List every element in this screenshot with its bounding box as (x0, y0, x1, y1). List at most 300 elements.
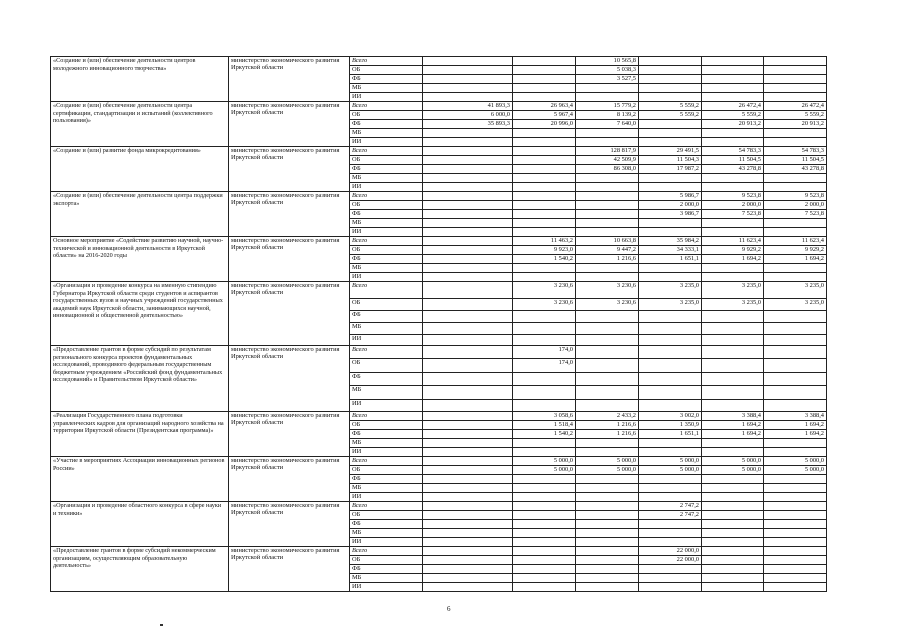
amount-cell (576, 400, 639, 412)
amount-cell: 5 000,0 (702, 457, 764, 466)
funding-source: ОБ (350, 299, 423, 311)
amount-cell (423, 237, 513, 246)
amount-cell (702, 493, 764, 502)
amount-cell: 5 559,2 (764, 111, 827, 120)
amount-cell: 17 987,2 (639, 165, 702, 174)
budget-table (50, 56, 827, 592)
funding-source: Всего (350, 346, 423, 359)
amount-cell (423, 502, 513, 511)
amount-cell (513, 84, 576, 93)
funding-source: ОБ (350, 156, 423, 165)
responsible-executor: министерство экономического развития Иркутской области (229, 346, 350, 412)
amount-cell (423, 400, 513, 412)
amount-cell: 15 779,2 (576, 102, 639, 111)
amount-cell (513, 323, 576, 335)
amount-cell (702, 565, 764, 574)
funding-source: ФБ (350, 475, 423, 484)
amount-cell (576, 84, 639, 93)
amount-cell (764, 311, 827, 323)
amount-cell: 3 235,0 (764, 282, 827, 299)
funding-source: ИИ (350, 138, 423, 147)
funding-source: ИИ (350, 335, 423, 346)
amount-cell (639, 346, 702, 359)
amount-cell: 3 230,6 (513, 282, 576, 299)
page-number: 6 (447, 605, 451, 613)
amount-cell (513, 502, 576, 511)
funding-source: Всего (350, 57, 423, 66)
amount-cell (423, 556, 513, 565)
amount-cell (576, 484, 639, 493)
funding-source: МБ (350, 174, 423, 183)
amount-cell: 11 623,4 (764, 237, 827, 246)
budget-table-body (51, 57, 827, 592)
table-row (51, 282, 827, 299)
funding-source: Всего (350, 457, 423, 466)
table-row (51, 412, 827, 421)
amount-cell (423, 511, 513, 520)
amount-cell: 20 913,2 (764, 120, 827, 129)
measure-name: «Участие в мероприятиях Ассоциации инновационных регионов России» (51, 457, 229, 502)
responsible-executor: министерство экономического развития Иркутской области (229, 192, 350, 237)
amount-cell (639, 565, 702, 574)
amount-cell (576, 93, 639, 102)
amount-cell (702, 373, 764, 386)
funding-source: ОБ (350, 201, 423, 210)
amount-cell: 3 230,6 (513, 299, 576, 311)
amount-cell: 3 002,0 (639, 412, 702, 421)
amount-cell (702, 386, 764, 400)
amount-cell (764, 183, 827, 192)
amount-cell (513, 174, 576, 183)
amount-cell: 1 216,6 (576, 421, 639, 430)
amount-cell (764, 335, 827, 346)
amount-cell (764, 93, 827, 102)
amount-cell (639, 264, 702, 273)
amount-cell (513, 192, 576, 201)
amount-cell (639, 448, 702, 457)
amount-cell (423, 359, 513, 373)
responsible-executor: министерство экономического развития Иркутской области (229, 412, 350, 457)
amount-cell (764, 359, 827, 373)
amount-cell: 5 559,2 (639, 102, 702, 111)
measure-name: «Организация и проведение областного конкурса в сфере науки и техники» (51, 502, 229, 547)
amount-cell (764, 439, 827, 448)
amount-cell (513, 264, 576, 273)
amount-cell: 1 694,2 (702, 421, 764, 430)
amount-cell (423, 574, 513, 583)
amount-cell: 2 000,0 (702, 201, 764, 210)
amount-cell: 2 433,2 (576, 412, 639, 421)
amount-cell (423, 475, 513, 484)
amount-cell (764, 386, 827, 400)
amount-cell (423, 493, 513, 502)
amount-cell (576, 210, 639, 219)
amount-cell: 29 491,5 (639, 147, 702, 156)
amount-cell (702, 511, 764, 520)
amount-cell: 5 986,7 (639, 192, 702, 201)
amount-cell (423, 421, 513, 430)
amount-cell (639, 583, 702, 592)
amount-cell (702, 183, 764, 192)
amount-cell (764, 493, 827, 502)
amount-cell: 3 388,4 (702, 412, 764, 421)
amount-cell: 11 623,4 (702, 237, 764, 246)
table-row (51, 57, 827, 66)
amount-cell (764, 529, 827, 538)
amount-cell (423, 448, 513, 457)
amount-cell: 5 000,0 (513, 457, 576, 466)
table-row (51, 547, 827, 556)
funding-source: Всего (350, 282, 423, 299)
funding-source: ОБ (350, 466, 423, 475)
amount-cell (639, 574, 702, 583)
amount-cell (639, 57, 702, 66)
amount-cell (423, 439, 513, 448)
responsible-executor: министерство экономического развития Иркутской области (229, 57, 350, 102)
amount-cell: 5 000,0 (639, 457, 702, 466)
amount-cell: 11 504,5 (764, 156, 827, 165)
amount-cell (513, 373, 576, 386)
funding-source: ФБ (350, 311, 423, 323)
amount-cell (576, 201, 639, 210)
amount-cell: 54 783,3 (702, 147, 764, 156)
amount-cell (576, 583, 639, 592)
amount-cell: 35 984,2 (639, 237, 702, 246)
funding-source: МБ (350, 386, 423, 400)
amount-cell: 9 929,2 (702, 246, 764, 255)
amount-cell (423, 583, 513, 592)
amount-cell (513, 228, 576, 237)
responsible-executor: министерство экономического развития Иркутской области (229, 547, 350, 592)
amount-cell (576, 511, 639, 520)
measure-name: «Создание и (или) обеспечение деятельности центров молодежного инновационного творчества» (51, 57, 229, 102)
table-row (51, 237, 827, 246)
amount-cell (702, 264, 764, 273)
amount-cell (764, 346, 827, 359)
amount-cell (639, 520, 702, 529)
amount-cell (639, 386, 702, 400)
table-row (51, 502, 827, 511)
amount-cell: 26 963,4 (513, 102, 576, 111)
amount-cell (423, 210, 513, 219)
amount-cell (423, 520, 513, 529)
amount-cell: 7 523,8 (702, 210, 764, 219)
amount-cell (513, 335, 576, 346)
amount-cell: 10 663,8 (576, 237, 639, 246)
amount-cell: 42 509,9 (576, 156, 639, 165)
amount-cell (576, 192, 639, 201)
amount-cell (513, 273, 576, 282)
amount-cell: 3 527,5 (576, 75, 639, 84)
funding-source: ОБ (350, 246, 423, 255)
amount-cell (513, 57, 576, 66)
amount-cell (639, 84, 702, 93)
funding-source: ИИ (350, 93, 423, 102)
funding-source: Всего (350, 412, 423, 421)
amount-cell (423, 228, 513, 237)
responsible-executor: министерство экономического развития Иркутской области (229, 102, 350, 147)
amount-cell (576, 386, 639, 400)
amount-cell: 5 000,0 (702, 466, 764, 475)
amount-cell (423, 174, 513, 183)
funding-source: Всего (350, 147, 423, 156)
amount-cell: 1 540,2 (513, 430, 576, 439)
table-row (51, 346, 827, 359)
amount-cell (764, 538, 827, 547)
amount-cell: 1 694,2 (702, 255, 764, 264)
amount-cell: 1 540,2 (513, 255, 576, 264)
table-row (51, 147, 827, 156)
amount-cell (764, 511, 827, 520)
amount-cell: 3 235,0 (702, 299, 764, 311)
scan-speck (160, 624, 163, 626)
amount-cell (513, 556, 576, 565)
amount-cell (702, 174, 764, 183)
measure-name: «Предоставление грантов в форме субсидий по результатам регионального конкурса проектов фундаментальных исследований, проводимого федеральным государственным бюджетным учреждением «Российский фонд фундаментальных исследований» и Правительством Иркутской области» (51, 346, 229, 412)
amount-cell: 9 929,2 (764, 246, 827, 255)
amount-cell (576, 520, 639, 529)
amount-cell (423, 282, 513, 299)
funding-source: МБ (350, 529, 423, 538)
amount-cell (639, 138, 702, 147)
amount-cell (702, 574, 764, 583)
amount-cell: 174,0 (513, 346, 576, 359)
amount-cell (513, 448, 576, 457)
amount-cell: 22 000,0 (639, 556, 702, 565)
amount-cell (639, 493, 702, 502)
amount-cell: 3 235,0 (639, 299, 702, 311)
amount-cell (423, 201, 513, 210)
amount-cell: 1 694,2 (764, 430, 827, 439)
funding-source: МБ (350, 129, 423, 138)
amount-cell: 8 139,2 (576, 111, 639, 120)
amount-cell (513, 529, 576, 538)
amount-cell: 3 058,6 (513, 412, 576, 421)
responsible-executor: министерство экономического развития Иркутской области (229, 282, 350, 346)
amount-cell (702, 346, 764, 359)
responsible-executor: министерство экономического развития Иркутской области (229, 502, 350, 547)
amount-cell (764, 57, 827, 66)
amount-cell: 1 216,6 (576, 430, 639, 439)
amount-cell (423, 246, 513, 255)
amount-cell (639, 66, 702, 75)
amount-cell: 128 817,9 (576, 147, 639, 156)
amount-cell (423, 57, 513, 66)
amount-cell: 3 235,0 (764, 299, 827, 311)
amount-cell (764, 228, 827, 237)
amount-cell (423, 156, 513, 165)
amount-cell (423, 547, 513, 556)
amount-cell (639, 311, 702, 323)
amount-cell: 5 000,0 (576, 466, 639, 475)
amount-cell (576, 574, 639, 583)
amount-cell: 26 472,4 (702, 102, 764, 111)
amount-cell: 11 504,5 (702, 156, 764, 165)
funding-source: ИИ (350, 538, 423, 547)
amount-cell (764, 323, 827, 335)
responsible-executor: министерство экономического развития Иркутской области (229, 457, 350, 502)
amount-cell: 20 996,0 (513, 120, 576, 129)
amount-cell: 5 967,4 (513, 111, 576, 120)
amount-cell (639, 75, 702, 84)
measure-name: «Реализация Государственного плана подготовки управленческих кадров для организаций народного хозяйства на территории Иркутской области (Президентская программа)» (51, 412, 229, 457)
amount-cell: 1 694,2 (702, 430, 764, 439)
amount-cell (513, 439, 576, 448)
amount-cell (423, 565, 513, 574)
amount-cell (576, 538, 639, 547)
table-row (51, 192, 827, 201)
amount-cell (423, 346, 513, 359)
amount-cell (423, 323, 513, 335)
amount-cell (423, 311, 513, 323)
funding-source: Всего (350, 102, 423, 111)
amount-cell (639, 335, 702, 346)
measure-name: «Создание и (или) развитие фонда микрокредитования» (51, 147, 229, 192)
amount-cell (764, 129, 827, 138)
amount-cell (702, 129, 764, 138)
amount-cell (513, 386, 576, 400)
amount-cell: 2 000,0 (639, 201, 702, 210)
amount-cell (576, 174, 639, 183)
amount-cell (702, 583, 764, 592)
amount-cell (513, 311, 576, 323)
amount-cell (513, 565, 576, 574)
funding-source: МБ (350, 323, 423, 335)
table-row (51, 457, 827, 466)
amount-cell (576, 311, 639, 323)
funding-source: ФБ (350, 165, 423, 174)
amount-cell (576, 323, 639, 335)
amount-cell: 35 893,3 (423, 120, 513, 129)
amount-cell: 11 463,2 (513, 237, 576, 246)
amount-cell (764, 556, 827, 565)
funding-source: МБ (350, 84, 423, 93)
amount-cell (576, 502, 639, 511)
amount-cell (702, 538, 764, 547)
amount-cell: 5 559,2 (639, 111, 702, 120)
amount-cell: 1 651,1 (639, 430, 702, 439)
amount-cell (702, 484, 764, 493)
amount-cell (576, 373, 639, 386)
amount-cell: 26 472,4 (764, 102, 827, 111)
amount-cell (639, 484, 702, 493)
amount-cell (639, 183, 702, 192)
amount-cell: 5 000,0 (513, 466, 576, 475)
amount-cell (513, 511, 576, 520)
amount-cell (513, 183, 576, 192)
amount-cell (513, 583, 576, 592)
amount-cell: 174,0 (513, 359, 576, 373)
amount-cell (576, 565, 639, 574)
amount-cell: 3 230,6 (576, 299, 639, 311)
amount-cell (702, 547, 764, 556)
funding-source: Всего (350, 192, 423, 201)
amount-cell (423, 299, 513, 311)
amount-cell (576, 448, 639, 457)
amount-cell (764, 84, 827, 93)
funding-source: ФБ (350, 75, 423, 84)
amount-cell: 1 651,1 (639, 255, 702, 264)
amount-cell: 5 000,0 (764, 457, 827, 466)
amount-cell (576, 547, 639, 556)
amount-cell (423, 147, 513, 156)
amount-cell: 2 000,0 (764, 201, 827, 210)
amount-cell (423, 255, 513, 264)
funding-source: ИИ (350, 400, 423, 412)
funding-source: ФБ (350, 430, 423, 439)
amount-cell (423, 430, 513, 439)
amount-cell (764, 484, 827, 493)
amount-cell (702, 520, 764, 529)
amount-cell (576, 475, 639, 484)
amount-cell (423, 529, 513, 538)
amount-cell (639, 400, 702, 412)
amount-cell: 43 278,8 (702, 165, 764, 174)
amount-cell (513, 400, 576, 412)
amount-cell: 6 000,0 (423, 111, 513, 120)
amount-cell: 2 747,2 (639, 511, 702, 520)
amount-cell (702, 93, 764, 102)
funding-source: МБ (350, 484, 423, 493)
funding-source: ФБ (350, 255, 423, 264)
funding-source: МБ (350, 219, 423, 228)
amount-cell (423, 75, 513, 84)
funding-source: ОБ (350, 359, 423, 373)
amount-cell (423, 66, 513, 75)
amount-cell (764, 520, 827, 529)
amount-cell (576, 129, 639, 138)
amount-cell (702, 439, 764, 448)
amount-cell: 34 333,1 (639, 246, 702, 255)
amount-cell: 11 504,3 (639, 156, 702, 165)
amount-cell: 7 640,0 (576, 120, 639, 129)
amount-cell (764, 264, 827, 273)
amount-cell: 5 559,2 (702, 111, 764, 120)
amount-cell (513, 574, 576, 583)
amount-cell (576, 359, 639, 373)
amount-cell (576, 346, 639, 359)
amount-cell (639, 273, 702, 282)
responsible-executor: министерство экономического развития Иркутской области (229, 147, 350, 192)
amount-cell (702, 323, 764, 335)
funding-source: ИИ (350, 228, 423, 237)
amount-cell: 1 216,6 (576, 255, 639, 264)
amount-cell (513, 93, 576, 102)
amount-cell (639, 529, 702, 538)
amount-cell (513, 475, 576, 484)
amount-cell: 1 350,9 (639, 421, 702, 430)
amount-cell (702, 228, 764, 237)
amount-cell (576, 138, 639, 147)
amount-cell (576, 556, 639, 565)
amount-cell (423, 93, 513, 102)
amount-cell (702, 359, 764, 373)
amount-cell: 9 523,8 (764, 192, 827, 201)
funding-source: МБ (350, 574, 423, 583)
amount-cell (639, 219, 702, 228)
funding-source: ОБ (350, 111, 423, 120)
funding-source: ФБ (350, 520, 423, 529)
amount-cell (423, 335, 513, 346)
amount-cell: 22 000,0 (639, 547, 702, 556)
measure-name: Основное мероприятие «Содействие развитию научной, научно-технической и инновационной деятельности в Иркутской области» на 2016-2020 годы (51, 237, 229, 282)
amount-cell: 3 388,4 (764, 412, 827, 421)
amount-cell (423, 192, 513, 201)
amount-cell (513, 156, 576, 165)
amount-cell: 3 235,0 (702, 282, 764, 299)
amount-cell (423, 412, 513, 421)
amount-cell (764, 219, 827, 228)
